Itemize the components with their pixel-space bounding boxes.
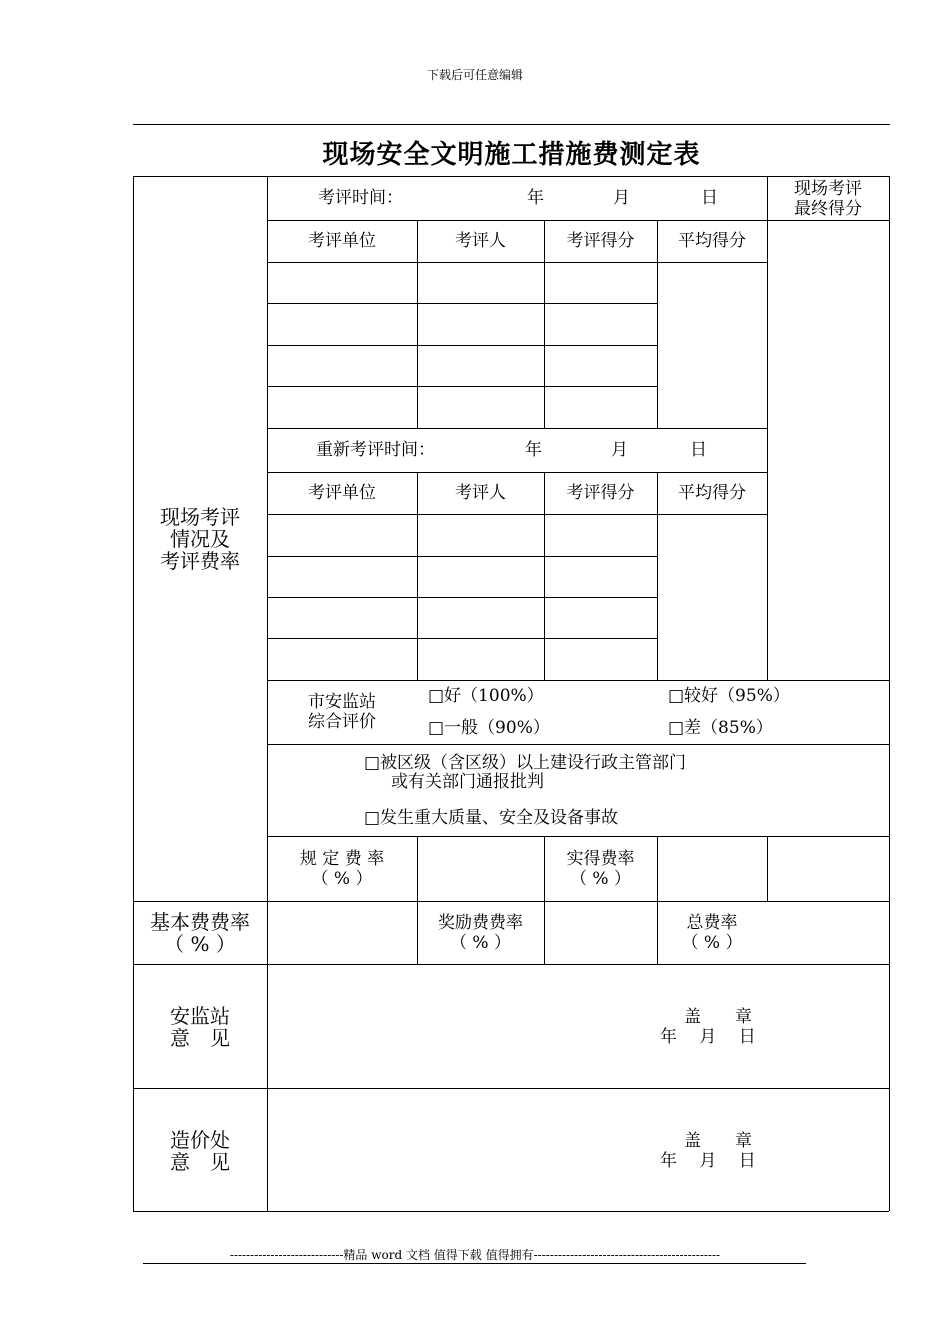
score-row-1-4-evaluator[interactable] (418, 387, 543, 427)
score-row-2-4-score[interactable] (545, 639, 656, 679)
header-eval-unit-2: 考评单位 (308, 483, 376, 503)
eval-time-month: 月 (613, 188, 630, 208)
score-row-1-1-unit[interactable] (268, 263, 416, 302)
total-rate-label: 总费率 （ % ） (681, 913, 743, 953)
header-eval-score-2: 考评得分 (566, 483, 635, 503)
bottom-rule (143, 1263, 806, 1264)
score-row-1-4-unit[interactable] (268, 387, 416, 427)
eval-time-day: 日 (701, 188, 718, 208)
table-rule (267, 428, 767, 429)
table-right-border (889, 176, 890, 1211)
header-eval-score-1: 考评得分 (566, 231, 635, 251)
total-rate-value[interactable] (768, 902, 888, 963)
eval-time-year: 年 (527, 188, 544, 208)
city-station-label: 市安监站 综合评价 (308, 692, 376, 732)
final-score-cell[interactable] (768, 221, 888, 679)
left-section-label: 现场考评 情况及 考评费率 (160, 505, 240, 573)
bonus-rate-label: 奖励费费率 （ % ） (438, 913, 523, 953)
safety-station-date: 年 月 日 (660, 1027, 756, 1047)
major-accident-checkbox[interactable]: □发生重大质量、安全及设备事故 (364, 808, 619, 828)
score-row-2-2-evaluator[interactable] (418, 557, 543, 596)
safety-station-opinion-label: 安监站 意 见 (170, 1004, 230, 1050)
actual-rate-extra[interactable] (768, 837, 888, 900)
final-score-label: 现场考评 最终得分 (794, 179, 862, 219)
eval-time-label: 考评时间： (318, 188, 403, 208)
option-fairly-good-checkbox[interactable]: □较好（95%） (668, 686, 790, 706)
score-row-1-3-evaluator[interactable] (418, 346, 543, 385)
header-evaluator-2: 考评人 (455, 483, 506, 503)
score-row-1-1-score[interactable] (545, 263, 656, 302)
incident-notice-checkbox[interactable]: □被区级（含区级）以上建设行政主管部门 (364, 753, 687, 773)
re-eval-time-label: 重新考评时间： (316, 440, 435, 460)
score-row-2-4-unit[interactable] (268, 639, 416, 679)
stipulated-rate-value[interactable] (418, 837, 543, 900)
cost-office-seal: 盖 章 (684, 1131, 752, 1151)
base-rate-value[interactable] (268, 902, 416, 963)
re-eval-time-day: 日 (690, 440, 707, 460)
header-evaluator-1: 考评人 (455, 231, 506, 251)
option-average-checkbox[interactable]: □一般（90%） (428, 718, 550, 738)
header-avg-score-1: 平均得分 (678, 231, 746, 251)
actual-rate-value[interactable] (658, 837, 766, 900)
table-rule (267, 680, 889, 681)
safety-station-opinion-field[interactable] (268, 965, 888, 1087)
re-eval-time-month: 月 (611, 440, 628, 460)
table-rule (267, 744, 889, 745)
table-bottom-border (133, 1211, 889, 1212)
score-row-1-2-evaluator[interactable] (418, 304, 543, 344)
score-row-1-2-score[interactable] (545, 304, 656, 344)
avg-score-cell-2[interactable] (658, 515, 766, 679)
re-eval-time-year: 年 (525, 440, 542, 460)
table-top-border (133, 176, 889, 177)
table-left-border (133, 176, 134, 1211)
page-title: 现场安全文明施工措施费测定表 (322, 140, 701, 170)
score-row-2-1-score[interactable] (545, 515, 656, 555)
score-row-2-2-unit[interactable] (268, 557, 416, 596)
score-row-2-3-score[interactable] (545, 598, 656, 637)
score-row-2-1-unit[interactable] (268, 515, 416, 555)
option-good-checkbox[interactable]: □好（100%） (428, 686, 544, 706)
safety-station-seal: 盖 章 (684, 1007, 752, 1027)
top-rule (133, 124, 890, 125)
actual-rate-label: 实得费率 （ % ） (566, 849, 635, 889)
stipulated-rate-label: 规 定 费 率 （ % ） (299, 849, 385, 889)
header-avg-score-2: 平均得分 (678, 483, 746, 503)
footer-note: ----------------------------精品 word 文档 值得下载 值得拥有---------------------------------------------- (229, 1248, 721, 1262)
score-row-2-4-evaluator[interactable] (418, 639, 543, 679)
avg-score-cell-1[interactable] (658, 263, 766, 427)
incident-notice-line2: 或有关部门通报批判 (391, 772, 544, 792)
score-row-1-2-unit[interactable] (268, 304, 416, 344)
cost-office-opinion-label: 造价处 意 见 (170, 1128, 230, 1174)
score-row-2-1-evaluator[interactable] (418, 515, 543, 555)
bonus-rate-value[interactable] (545, 902, 656, 963)
score-row-1-4-score[interactable] (545, 387, 656, 427)
base-rate-label: 基本费费率 （ % ） (150, 910, 250, 956)
score-row-1-3-score[interactable] (545, 346, 656, 385)
header-eval-unit-1: 考评单位 (308, 231, 376, 251)
cost-office-date: 年 月 日 (660, 1151, 756, 1171)
cost-office-opinion-field[interactable] (268, 1089, 888, 1210)
option-poor-checkbox[interactable]: □差（85%） (668, 718, 773, 738)
score-row-1-3-unit[interactable] (268, 346, 416, 385)
header-note: 下载后可任意编辑 (426, 68, 523, 82)
score-row-2-3-unit[interactable] (268, 598, 416, 637)
table-rule (267, 472, 767, 473)
score-row-1-1-evaluator[interactable] (418, 263, 543, 302)
score-row-2-3-evaluator[interactable] (418, 598, 543, 637)
score-row-2-2-score[interactable] (545, 557, 656, 596)
